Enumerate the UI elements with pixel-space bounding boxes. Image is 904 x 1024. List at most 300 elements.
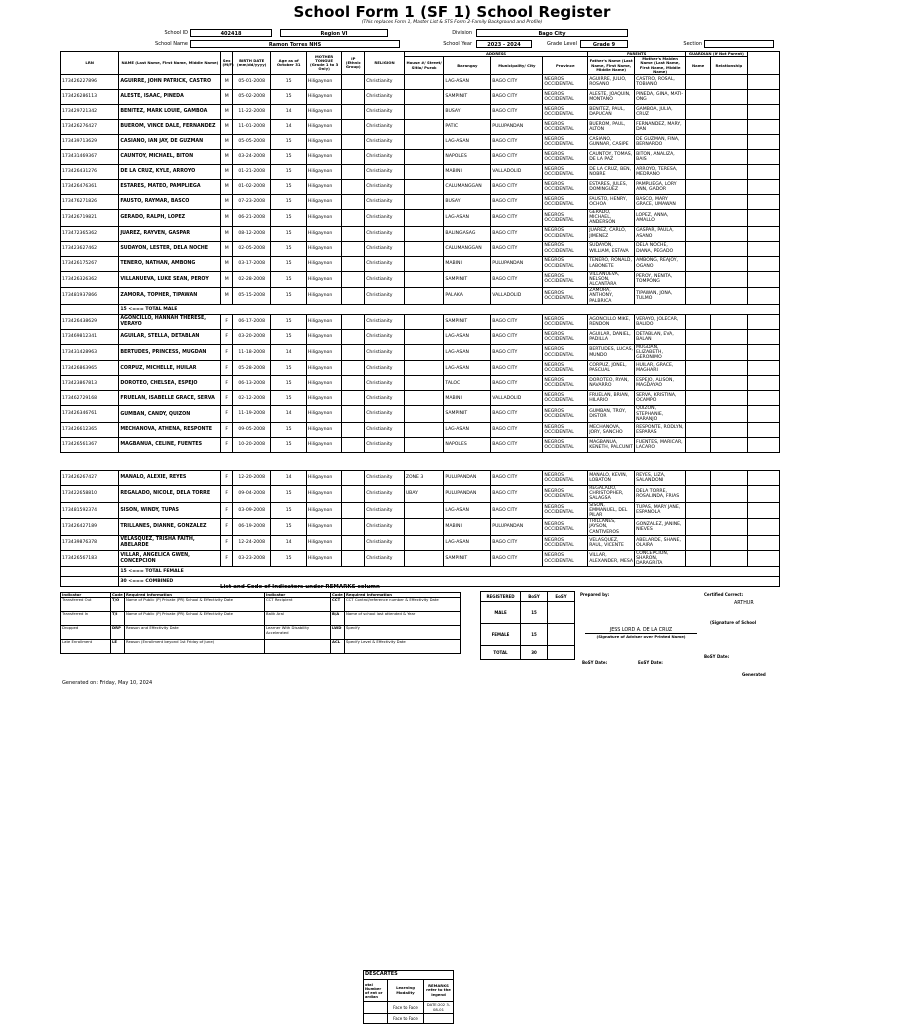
student-father: AGUIRRE, JULIO, ROSANO (588, 75, 635, 90)
summary-male-label: MALE (481, 602, 521, 624)
student-mother: TUPAS, MARY JANE, ESPANOLA (635, 502, 686, 519)
student-row (61, 519, 780, 536)
student-contact (747, 502, 779, 519)
student-house (404, 195, 444, 210)
student-age: 15 (271, 438, 306, 453)
female-students (61, 314, 780, 452)
student-row (61, 361, 780, 376)
student-name: MANALO, ALEXIE, REYES (119, 471, 221, 486)
student-guardian-name (686, 486, 711, 503)
page-subtitle: (This replaces Form 1, Master List & STS Form 2-Family Background and Profile) (361, 20, 543, 25)
student-city: BAGO CITY (491, 535, 543, 550)
student-contact (747, 344, 779, 361)
student-religion: Christianity (365, 256, 405, 271)
student-province: NEGROS OCCIDENTAL (543, 391, 588, 406)
school-year-field: 2023 - 2024 (476, 40, 532, 48)
student-row (61, 423, 780, 438)
student-province: NEGROS OCCIDENTAL (543, 329, 588, 344)
student-father: BUEROM, PAUL, ALTON (588, 120, 635, 135)
summary-male-bosy: 15 (521, 602, 548, 624)
student-birth-date: 11-18-2008 (232, 344, 271, 361)
summary-female-label: FEMALE (481, 624, 521, 646)
student-province: NEGROS OCCIDENTAL (543, 135, 588, 150)
student-religion: Christianity (365, 226, 405, 241)
student-mother-tongue: Hiligaynon (306, 471, 341, 486)
student-province: NEGROS OCCIDENTAL (543, 550, 588, 567)
student-province: NEGROS OCCIDENTAL (543, 406, 588, 423)
student-lrn: 173426175267 (61, 256, 119, 271)
student-contact (747, 376, 779, 391)
student-birth-date: 07-23-2008 (232, 195, 271, 210)
student-relationship (711, 314, 747, 329)
adviser-name: JESS LORD A. DE LA CRUZ (585, 628, 697, 634)
student-ip (342, 344, 365, 361)
student-house (404, 519, 444, 536)
student-name: REGALADO, NICOLE, DELA TORRE (119, 486, 221, 503)
student-guardian-name (686, 423, 711, 438)
student-relationship (711, 120, 747, 135)
student-guardian-name (686, 241, 711, 256)
student-barangay: SAMPINIT (444, 314, 491, 329)
student-father: JUAREZ, CARLO, JIMENEZ (588, 226, 635, 241)
student-mother: DELA TORRE, ROSALINDA, FRIAS (635, 486, 686, 503)
header-guardian-name: Name (686, 57, 711, 75)
student-ip (342, 75, 365, 90)
student-lrn: 173426438629 (61, 314, 119, 329)
student-sex: M (221, 165, 232, 180)
student-mother: ARROYO, TERESA, MEDRANO (635, 165, 686, 180)
student-barangay: SAMPINIT (444, 550, 491, 567)
student-name: MECHANOVA, ATHENA, RESPONTE (119, 423, 221, 438)
school-name-field: Ramon Torres NHS (190, 40, 400, 48)
student-age: 15 (271, 550, 306, 567)
student-age: 15 (271, 329, 306, 344)
student-city: BAGO CITY (491, 423, 543, 438)
student-relationship (711, 376, 747, 391)
student-ip (342, 90, 365, 105)
student-mother-tongue: Hiligaynon (306, 120, 341, 135)
student-contact (747, 329, 779, 344)
student-ip (342, 180, 365, 195)
student-age: 15 (271, 519, 306, 536)
student-house (404, 256, 444, 271)
student-house: UBAY (404, 486, 444, 503)
student-birth-date: 03-17-2008 (232, 256, 271, 271)
student-birth-date: 05-05-2008 (232, 135, 271, 150)
student-mother: CONCEPCION, SHARON, DARAGRITA (635, 550, 686, 567)
student-guardian-name (686, 471, 711, 486)
student-province: NEGROS OCCIDENTAL (543, 241, 588, 256)
student-name: VILLAR, ANGELICA GWEN, CONCEPCION (119, 550, 221, 567)
register-table-continued (60, 470, 780, 587)
descartes-row1-modality: Face to Face (388, 1002, 424, 1014)
student-row (61, 314, 780, 329)
student-father: FAUSTO, HENRY, OCHOA (588, 195, 635, 210)
student-guardian-name (686, 256, 711, 271)
legend-left-indicator: Dropped (61, 626, 111, 640)
student-barangay: BALINGASAG (444, 226, 491, 241)
student-father: BENITEZ, PAUL, DAPUCAN (588, 105, 635, 120)
student-house (404, 423, 444, 438)
student-name: FRUELAN, ISABELLE GRACE, SERVA (119, 391, 221, 406)
student-name: TENERO, NATHAN, AMBONG (119, 256, 221, 271)
legend-table (60, 592, 461, 654)
student-age: 15 (271, 502, 306, 519)
student-relationship (711, 502, 747, 519)
student-religion: Christianity (365, 120, 405, 135)
summary-header-registered: REGISTERED (481, 592, 521, 602)
student-lrn: 173469812341 (61, 329, 119, 344)
student-contact (747, 406, 779, 423)
legend-left-info: Reason and Effectivity Date (125, 626, 265, 640)
student-mother: LOPEZ, ANNA, AMALLO (635, 210, 686, 227)
student-row (61, 75, 780, 90)
student-sex: M (221, 241, 232, 256)
student-relationship (711, 180, 747, 195)
student-ip (342, 165, 365, 180)
student-sex: M (221, 210, 232, 227)
student-lrn: 173439713629 (61, 135, 119, 150)
student-row (61, 105, 780, 120)
legend-right-indicator (265, 640, 331, 654)
student-ip (342, 210, 365, 227)
student-province: NEGROS OCCIDENTAL (543, 423, 588, 438)
student-age: 15 (271, 180, 306, 195)
student-ip (342, 105, 365, 120)
student-ip (342, 438, 365, 453)
student-guardian-name (686, 438, 711, 453)
student-mother-tongue: Hiligaynon (306, 361, 341, 376)
student-city: BAGO CITY (491, 486, 543, 503)
student-religion: Christianity (365, 210, 405, 227)
generated-on: Generated on: Friday, May 10, 2024 (62, 680, 153, 686)
student-row (61, 288, 780, 305)
student-city: BAGO CITY (491, 406, 543, 423)
student-barangay: SAMPINIT (444, 406, 491, 423)
student-house (404, 535, 444, 550)
student-father: REGALADO, CHRISTOPHER, SALAGSA (588, 486, 635, 503)
student-mother-tongue: Hiligaynon (306, 550, 341, 567)
student-mother-tongue: Hiligaynon (306, 535, 341, 550)
legend-left-code: DRP (111, 626, 125, 640)
student-name: ALESTE, ISAAC, PINEDA (119, 90, 221, 105)
student-relationship (711, 105, 747, 120)
student-city: BAGO CITY (491, 105, 543, 120)
student-relationship (711, 550, 747, 567)
student-province: NEGROS OCCIDENTAL (543, 90, 588, 105)
student-mother-tongue: Hiligaynon (306, 288, 341, 305)
student-province: NEGROS OCCIDENTAL (543, 165, 588, 180)
student-city: BAGO CITY (491, 329, 543, 344)
school-id-label: School ID (164, 30, 188, 36)
legend-right-code: CCT (331, 598, 345, 612)
student-sex: F (221, 502, 232, 519)
student-sex: M (221, 180, 232, 195)
student-contact (747, 210, 779, 227)
student-father: MECHANOVA, JORY, SANCHO (588, 423, 635, 438)
prepared-by-label: Prepared by: (580, 592, 610, 597)
student-guardian-name (686, 406, 711, 423)
student-city: BAGO CITY (491, 376, 543, 391)
student-birth-date: 09-04-2008 (232, 486, 271, 503)
student-religion: Christianity (365, 195, 405, 210)
student-guardian-name (686, 288, 711, 305)
header-barangay: Barangay (444, 57, 491, 75)
legend-header-indicator-2: Indicator (265, 593, 331, 598)
grade-level-field: Grade 9 (580, 40, 628, 48)
student-name: GERADO, RALPH, LOPEZ (119, 210, 221, 227)
student-ip (342, 226, 365, 241)
student-contact (747, 256, 779, 271)
student-province: NEGROS OCCIDENTAL (543, 195, 588, 210)
student-mother-tongue: Hiligaynon (306, 256, 341, 271)
student-relationship (711, 165, 747, 180)
student-birth-date: 08-12-2008 (232, 226, 271, 241)
legend-right-info: Specify Level & Effectivity Date (345, 640, 461, 654)
student-religion: Christianity (365, 329, 405, 344)
student-name: CORPUZ, MICHELLE, HUILAR (119, 361, 221, 376)
student-mother: SERVA, KRISTINA, OCAMPO (635, 391, 686, 406)
student-sex: M (221, 195, 232, 210)
student-lrn: 173426427189 (61, 519, 119, 536)
student-contact (747, 75, 779, 90)
student-birth-date: 01-02-2008 (232, 180, 271, 195)
student-barangay: SAMPINIT (444, 90, 491, 105)
page-title: School Form 1 (SF 1) School Register (293, 3, 611, 21)
student-row (61, 376, 780, 391)
student-lrn: 173481937866 (61, 288, 119, 305)
student-religion: Christianity (365, 165, 405, 180)
female-students-continued (61, 471, 780, 567)
student-birth-date: 10-20-2008 (232, 438, 271, 453)
male-total (61, 304, 780, 314)
student-father: AGONCILLO MIKE, RENDON (588, 314, 635, 329)
student-row (61, 271, 780, 288)
student-house (404, 165, 444, 180)
student-guardian-name (686, 361, 711, 376)
student-mother: PAMPLIEGA, LORY ANN, GADOR (635, 180, 686, 195)
student-birth-date: 03-23-2008 (232, 550, 271, 567)
student-contact (747, 486, 779, 503)
student-mother: FERNANDEZ, MARY, DAN (635, 120, 686, 135)
student-city: VALLADOLID (491, 288, 543, 305)
combined-count: 30 (120, 579, 127, 585)
student-sex: M (221, 135, 232, 150)
legend-left-info: Name of Public (P) Private (PR) School & Effectivity Date (125, 612, 265, 626)
student-religion: Christianity (365, 314, 405, 329)
student-contact (747, 438, 779, 453)
legend-header-required: Required Information (125, 593, 265, 598)
student-barangay: LAG-ASAN (444, 135, 491, 150)
student-age: 15 (271, 150, 306, 165)
student-sex: F (221, 486, 232, 503)
student-barangay: BUSAY (444, 195, 491, 210)
student-religion: Christianity (365, 406, 405, 423)
student-mother: GONZALEZ, JANINE, NIEVES (635, 519, 686, 536)
student-barangay: LAG-ASAN (444, 361, 491, 376)
student-ip (342, 519, 365, 536)
school-name-label: School Name (155, 41, 188, 47)
student-ip (342, 502, 365, 519)
student-sex: F (221, 391, 232, 406)
student-lrn: 173426476361 (61, 180, 119, 195)
student-sex: F (221, 329, 232, 344)
student-ip (342, 535, 365, 550)
student-father: CORPUZ, JONEL, PASCUAL (588, 361, 635, 376)
student-mother: GASPAR, PAULA, ASANO (635, 226, 686, 241)
student-religion: Christianity (365, 550, 405, 567)
student-province: NEGROS OCCIDENTAL (543, 361, 588, 376)
student-father: ALESTE, JOAQUIN, MONTANO (588, 90, 635, 105)
summary-total-label: TOTAL (481, 646, 521, 660)
student-lrn: 173426276427 (61, 120, 119, 135)
student-father: VELASQUEZ, RAUL, VICENTE (588, 535, 635, 550)
student-birth-date: 06-21-2008 (232, 210, 271, 227)
student-house (404, 361, 444, 376)
student-mother: RESPONTE, RODLYN, ESPARAS (635, 423, 686, 438)
student-province: NEGROS OCCIDENTAL (543, 314, 588, 329)
student-contact (747, 391, 779, 406)
student-province: NEGROS OCCIDENTAL (543, 105, 588, 120)
student-guardian-name (686, 535, 711, 550)
student-age: 15 (271, 135, 306, 150)
student-mother-tongue: Hiligaynon (306, 105, 341, 120)
student-lrn: 173423867813 (61, 376, 119, 391)
header-birth-date: BIRTH DATE (mm/dd/yyyy) (232, 52, 271, 75)
student-birth-date: 03-24-2008 (232, 150, 271, 165)
legend-right-indicator: Learner With Disability Accelerated (265, 626, 331, 640)
legend-right-info: CCT Control/reference number & Effectivity Date (345, 598, 461, 612)
header-contact (747, 52, 779, 75)
student-father: ZAMORA, ANTHONY, PALBRICA (588, 288, 635, 305)
register-header (61, 52, 780, 75)
student-mother: BITON, ANALIZA, BAIS (635, 150, 686, 165)
student-province: NEGROS OCCIDENTAL (543, 120, 588, 135)
student-house (404, 288, 444, 305)
student-province: NEGROS OCCIDENTAL (543, 210, 588, 227)
student-sex: F (221, 314, 232, 329)
student-contact (747, 423, 779, 438)
student-province: NEGROS OCCIDENTAL (543, 150, 588, 165)
student-barangay: SAMPINIT (444, 271, 491, 288)
student-barangay: CALUMANGGAN (444, 241, 491, 256)
student-guardian-name (686, 150, 711, 165)
student-birth-date: 11-01-2008 (232, 120, 271, 135)
student-relationship (711, 90, 747, 105)
student-age: 15 (271, 361, 306, 376)
school-year-label: School Year (443, 41, 472, 47)
student-mother: VERAYO, JOLECAR, BALIDO (635, 314, 686, 329)
student-birth-date: 01-21-2008 (232, 165, 271, 180)
student-mother-tongue: Hiligaynon (306, 210, 341, 227)
student-name: CASIANO, IAN JAY, DE GUZMAN (119, 135, 221, 150)
student-birth-date: 02-12-2008 (232, 391, 271, 406)
student-sex: M (221, 120, 232, 135)
student-contact (747, 195, 779, 210)
student-lrn: 173426612365 (61, 423, 119, 438)
student-mother-tongue: Hiligaynon (306, 376, 341, 391)
student-age: 15 (271, 376, 306, 391)
student-birth-date: 09-05-2008 (232, 423, 271, 438)
student-row (61, 150, 780, 165)
student-mother-tongue: Hiligaynon (306, 329, 341, 344)
student-city: BAGO CITY (491, 344, 543, 361)
total-male-count: 15 (120, 306, 127, 312)
student-father: TENERO, RONALD, LABONETE (588, 256, 635, 271)
summary-male-eosy (548, 602, 575, 624)
student-city: BAGO CITY (491, 210, 543, 227)
student-house (404, 438, 444, 453)
student-sex: F (221, 361, 232, 376)
student-lrn: 173429721342 (61, 105, 119, 120)
student-province: NEGROS OCCIDENTAL (543, 75, 588, 90)
student-lrn: 173422658810 (61, 486, 119, 503)
descartes-title: DESCARTES (364, 971, 454, 980)
student-mother-tongue: Hiligaynon (306, 195, 341, 210)
descartes-table (363, 970, 454, 1024)
student-relationship (711, 195, 747, 210)
student-province: NEGROS OCCIDENTAL (543, 519, 588, 536)
header-relationship: Relationship (711, 57, 747, 75)
legend-header-code-2: Code (332, 592, 343, 597)
student-mother-tongue: Hiligaynon (306, 75, 341, 90)
student-guardian-name (686, 210, 711, 227)
student-lrn: 173426431276 (61, 165, 119, 180)
student-father: GUMBAN, TROY, DISTOR (588, 406, 635, 423)
student-relationship (711, 271, 747, 288)
student-barangay: PULUPANDAN (444, 471, 491, 486)
student-ip (342, 288, 365, 305)
student-religion: Christianity (365, 391, 405, 406)
student-age: 15 (271, 75, 306, 90)
student-mother: MUGDAN, ELIZABETH, GERONIMO (635, 344, 686, 361)
legend-header-indicator: Indicator (61, 593, 111, 598)
student-age: 15 (271, 391, 306, 406)
student-ip (342, 423, 365, 438)
legend-header-required-2: Required Information (345, 593, 461, 598)
legend-right-code: ACL (331, 640, 345, 654)
student-city: BAGO CITY (491, 241, 543, 256)
student-province: NEGROS OCCIDENTAL (543, 535, 588, 550)
student-barangay: LAG-ASAN (444, 502, 491, 519)
student-sex: F (221, 406, 232, 423)
student-city: BAGO CITY (491, 438, 543, 453)
student-barangay: MABINI (444, 519, 491, 536)
student-relationship (711, 75, 747, 90)
student-mother-tongue: Hiligaynon (306, 150, 341, 165)
header-municipality: Municipality/ City (491, 57, 543, 75)
student-guardian-name (686, 376, 711, 391)
student-religion: Christianity (365, 344, 405, 361)
adviser-caption: (Signature of Adviser over Printed Name) (596, 634, 686, 639)
legend-right-indicator: Balik Aral (265, 612, 331, 626)
student-ip (342, 135, 365, 150)
student-father: TRILLANES, JAYSON, CANTIVEROS (588, 519, 635, 536)
student-contact (747, 471, 779, 486)
student-mother-tongue: Hiligaynon (306, 423, 341, 438)
student-age: 14 (271, 471, 306, 486)
student-religion: Christianity (365, 75, 405, 90)
header-name: NAME (Last Name, First Name, Middle Name) (119, 52, 221, 75)
student-birth-date: 11-19-2008 (232, 406, 271, 423)
student-row (61, 165, 780, 180)
header-age: Age as of October 31 (271, 52, 306, 75)
student-row (61, 195, 780, 210)
header-ip: IP (Ethnic Group) (342, 52, 365, 75)
header-lrn: LRN (61, 52, 119, 75)
student-relationship (711, 241, 747, 256)
student-father: VILLANUEVA, NELSON, ALCANTARA (588, 271, 635, 288)
